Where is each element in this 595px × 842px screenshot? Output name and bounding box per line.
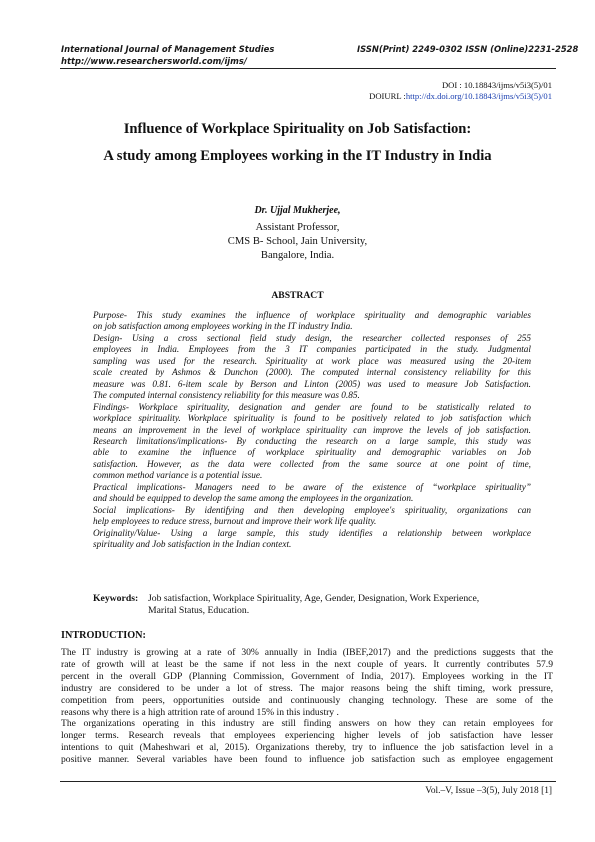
abstract-line: Social implications- By identifying and then developing employee's spirituality, organizations can bbox=[93, 505, 531, 516]
author-name: Dr. Ujjal Mukherjee, bbox=[254, 205, 341, 216]
abstract-line: scale created by Ashmos & Dunchon (2000). The computed internal consistency reliability for this bbox=[93, 368, 531, 379]
footer-volume-issue: Vol.–V, Issue –3(5), July 2018 [1] bbox=[425, 786, 552, 796]
doiurl-label: DOIURL : bbox=[369, 91, 406, 101]
keywords-line-2: Marital Status, Education. bbox=[148, 605, 250, 616]
abstract-line: measure was 0.81. 6-item scale by Berson and Linton (2005) was used to measure Job Satisfaction. bbox=[93, 379, 531, 390]
abstract-line: common method variance is a potential issue. bbox=[93, 471, 263, 482]
doiurl-link[interactable]: http://dx.doi.org/10.18843/ijms/v5i3(5)/01 bbox=[405, 91, 552, 101]
abstract-line: means an improvement in the level of workplace spirituality can improve the levels of job satisfaction. bbox=[93, 425, 531, 436]
journal-name: International Journal of Management Studies bbox=[61, 44, 275, 54]
abstract-line: Originality/Value- Using a large sample, this study identifies a relationship between workplace bbox=[93, 528, 531, 539]
introduction-line: percent in the overall GDP (Planning Commission, Government of India, 2017). Employees working in the IT bbox=[61, 670, 553, 682]
abstract-line: employees in India. Employees from the 3 IT companies participated in the study. Judgmental bbox=[93, 345, 531, 356]
author-affiliation-2: CMS B- School, Jain University, bbox=[227, 236, 368, 247]
abstract-line: satisfaction. However, as the data were collected from the same source at one point of time, bbox=[93, 459, 531, 470]
keywords-line-1: Job satisfaction, Workplace Spirituality, Age, Gender, Designation, Work Experience, bbox=[148, 593, 480, 604]
doi-line: DOI : 10.18843/ijms/v5i3(5)/01 bbox=[441, 80, 552, 90]
abstract-line: sampling was used for the research. Spirituality at work place was measured using the 20-item bbox=[93, 356, 531, 367]
introduction-line: competition from peers, opportunities outside and continuously changing technology. These are some of the bbox=[61, 694, 553, 706]
keywords-label: Keywords: bbox=[93, 593, 139, 604]
introduction-line: longer terms. Research reveals that employees experiencing higher levels of job satisfaction have lesser bbox=[61, 730, 553, 742]
abstract-line: and should be equipped to develop the same among the employees in the organization. bbox=[93, 494, 414, 505]
author-affiliation-1: Assistant Professor, bbox=[255, 222, 340, 233]
header-rule bbox=[60, 68, 556, 69]
footer-rule bbox=[60, 781, 556, 782]
journal-url: http://www.researchersworld.com/ijms/ bbox=[61, 56, 247, 66]
issn-text: ISSN(Print) 2249-0302 ISSN (Online)2231-2528 bbox=[357, 44, 579, 54]
abstract-line: on job satisfaction among employees working in the IT industry India. bbox=[93, 322, 353, 333]
abstract-line: The computed internal consistency reliability for this measure was 0.85. bbox=[93, 391, 360, 402]
introduction-line: positive manner. Several variables have been found to influence job satisfaction such as employee engagement bbox=[61, 754, 553, 766]
introduction-line: The organizations operating in this industry are still finding answers on how they can retain employees for bbox=[61, 718, 553, 730]
introduction-line: reasons why there is a high attrition rate of around 15% in this industry . bbox=[61, 706, 339, 718]
paper-title-line-1: Influence of Workplace Spirituality on Job Satisfaction: bbox=[123, 121, 472, 137]
abstract-heading: ABSTRACT bbox=[271, 290, 324, 301]
abstract-line: workplace spirituality. Workplace spirituality is found to be positively related to job satisfaction which bbox=[93, 414, 531, 425]
doiurl-line bbox=[369, 91, 552, 101]
paper-title-line-2: A study among Employees working in the IT Industry in India bbox=[103, 148, 492, 164]
abstract-line: Design- Using a cross sectional field study design, the researcher collected responses of 255 bbox=[93, 333, 531, 344]
abstract-line: Research limitations/implications- By conducting the research on a large sample, this study was bbox=[93, 436, 531, 447]
abstract-line: able to examine the influence of workplace spirituality and demographic variables on Job bbox=[93, 448, 531, 459]
abstract-line: Practical implications- Managers need to be aware of the existence of “workplace spirituality” bbox=[93, 482, 531, 493]
introduction-line: The IT industry is growing at a rate of 30% annually in India (IBEF,2017) and the predictions suggests that the bbox=[61, 647, 553, 658]
introduction-line: intentions to quit (Maheshwari et al, 2015). Organizations thereby, try to influence the job satisfaction level in a bbox=[61, 742, 553, 754]
abstract-line: Findings- Workplace spirituality, designation and gender are found to be statistically related to bbox=[93, 402, 531, 413]
introduction-heading: INTRODUCTION: bbox=[61, 630, 146, 641]
author-affiliation-3: Bangalore, India. bbox=[260, 250, 335, 261]
introduction-line: industry are considered to be under a lot of stress. The major reasons being the shift timing, work pressure, bbox=[61, 682, 553, 694]
introduction-line: rate of growth will at least be the same if not less in the next couple of years. It currently contributes 57.9 bbox=[61, 658, 553, 670]
abstract-line: help employees to reduce stress, burnout and improve their work life quality. bbox=[93, 517, 377, 528]
abstract-line: Purpose- This study examines the influence of workplace spirituality and demographic variables bbox=[93, 311, 531, 321]
abstract-line: spirituality and Job satisfaction in the Indian context. bbox=[93, 540, 292, 550]
